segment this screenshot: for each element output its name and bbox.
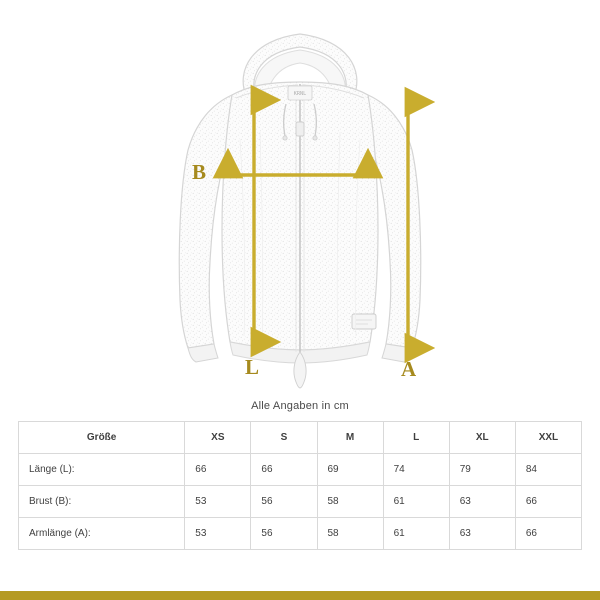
header-size-l: L <box>383 422 449 454</box>
cell-chest-xl: 63 <box>449 486 515 518</box>
header-size-xxl: XXL <box>515 422 581 454</box>
cell-sleeve-xs: 53 <box>185 518 251 550</box>
cell-length-xxl: 84 <box>515 454 581 486</box>
header-size-s: S <box>251 422 317 454</box>
svg-text:KRNL: KRNL <box>293 91 307 97</box>
measure-label-a: A <box>401 357 417 381</box>
size-table-container <box>0 421 600 550</box>
table-header-row <box>19 422 582 454</box>
header-size-xs: XS <box>185 422 251 454</box>
cell-chest-xxl: 66 <box>515 486 581 518</box>
table-row <box>19 486 582 518</box>
measure-label-b: B <box>192 160 207 184</box>
cell-chest-l: 61 <box>383 486 449 518</box>
cell-length-xs: 66 <box>185 454 251 486</box>
cell-sleeve-s: 56 <box>251 518 317 550</box>
cell-chest-xs: 53 <box>185 486 251 518</box>
header-size-xl: XL <box>449 422 515 454</box>
row-label-length: Länge (L): <box>19 454 185 486</box>
cell-length-l: 74 <box>383 454 449 486</box>
brand-label-patch <box>288 86 312 100</box>
header-size-m: M <box>317 422 383 454</box>
cell-sleeve-xxl: 66 <box>515 518 581 550</box>
cell-sleeve-m: 58 <box>317 518 383 550</box>
jacket-body <box>179 34 420 388</box>
row-label-sleeve: Armlänge (A): <box>19 518 185 550</box>
cell-sleeve-l: 61 <box>383 518 449 550</box>
table-row <box>19 454 582 486</box>
units-caption: Alle Angaben in cm <box>251 400 349 412</box>
bottom-accent-bar <box>0 591 600 600</box>
cell-chest-s: 56 <box>251 486 317 518</box>
row-label-chest: Brust (B): <box>19 486 185 518</box>
table-row <box>19 518 582 550</box>
cell-sleeve-xl: 63 <box>449 518 515 550</box>
cell-length-s: 66 <box>251 454 317 486</box>
cell-length-m: 69 <box>317 454 383 486</box>
measure-label-l: L <box>245 355 260 379</box>
size-table <box>18 421 582 550</box>
cell-chest-m: 58 <box>317 486 383 518</box>
header-size-label: Größe <box>19 422 185 454</box>
cell-length-xl: 79 <box>449 454 515 486</box>
